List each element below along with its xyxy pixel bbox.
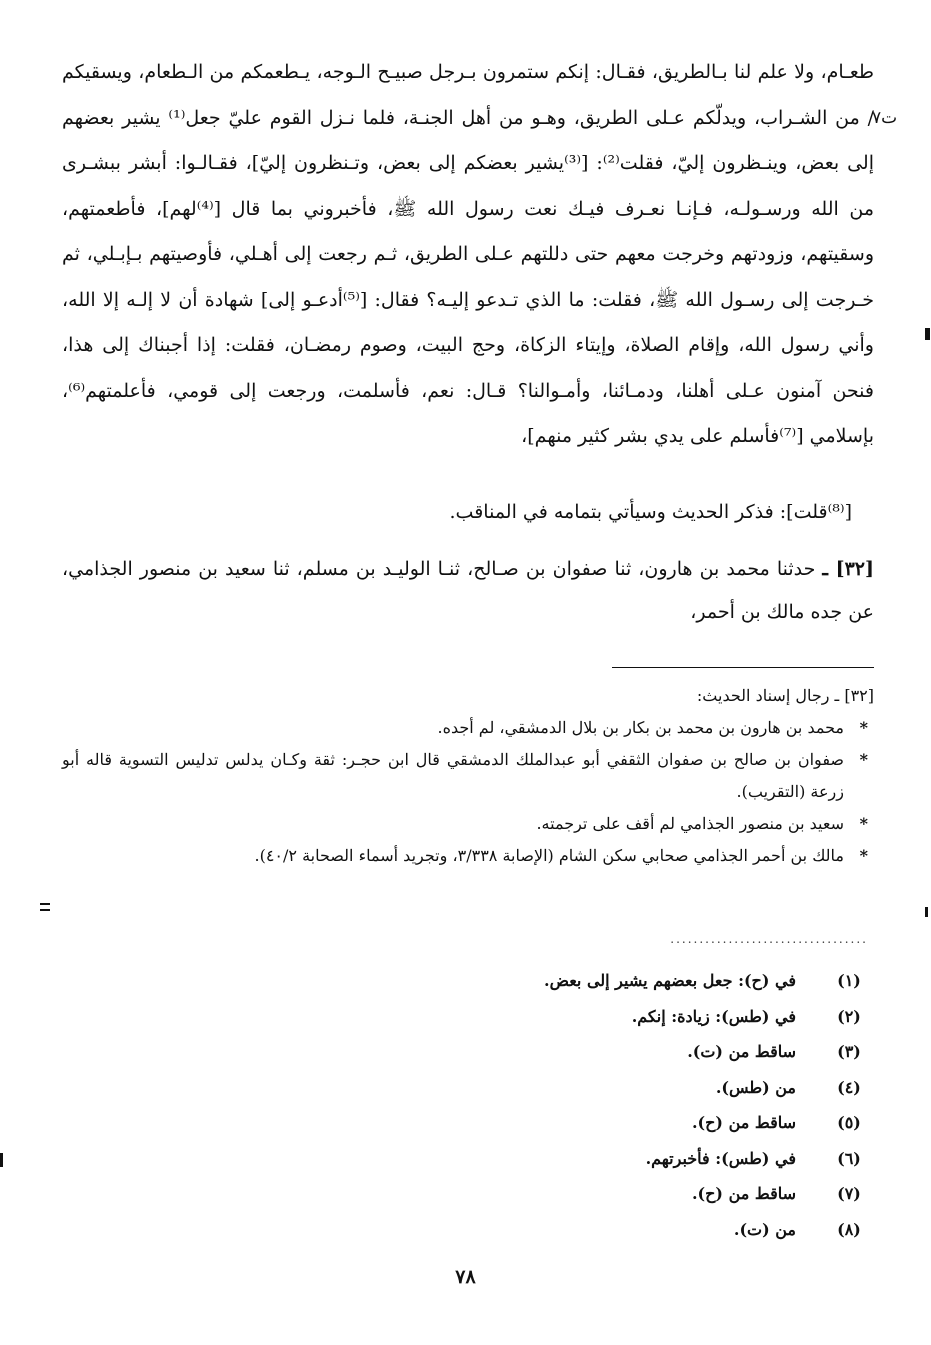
narrator-item bbox=[62, 840, 874, 872]
footnote-number: (٤) bbox=[837, 1077, 861, 1097]
footnotes bbox=[300, 966, 874, 1250]
main-text bbox=[62, 50, 874, 460]
footnote bbox=[300, 1108, 874, 1144]
footnote-text: ساقط من (ت). bbox=[687, 1042, 796, 1061]
narrator-item bbox=[62, 712, 874, 744]
footnote bbox=[300, 966, 874, 1002]
hadith-text: حدثنا محمد بن هارون، ثنا صفوان بن صـالح، ثنـا الوليـد بن مسلم، ثنا سعيد بن منصور الجذامي، عن جده مالك بن أحمر، bbox=[62, 558, 874, 623]
scan-mark bbox=[40, 903, 50, 905]
footnote-separator bbox=[612, 667, 874, 668]
footnote bbox=[300, 1073, 874, 1109]
footnote bbox=[300, 1002, 874, 1038]
narrator-text: مالك بن أحمر الجذامي صحابي سكن الشام (الإصابة ٣/٣٣٨، وتجريد أسماء الصحابة ٤٠/٢). bbox=[254, 846, 844, 865]
narrator-text: سعيد بن منصور الجذامي لم أقف على ترجمته. bbox=[536, 814, 844, 833]
quote-line: [⁽⁸⁾قلت]: فذكر الحديث وسيأتي بتمامه في المناقب. bbox=[449, 501, 852, 523]
scan-mark bbox=[925, 328, 930, 340]
narrators-section bbox=[62, 680, 874, 872]
footnote-text: من (طس). bbox=[715, 1077, 796, 1097]
narrators-list bbox=[62, 712, 874, 872]
narrator-item bbox=[62, 808, 874, 840]
footnote bbox=[300, 1144, 874, 1180]
footnote-text: في (طس): فأخبرتهم. bbox=[645, 1148, 796, 1168]
footnote-text: في (طس): زيادة: إنكم. bbox=[631, 1006, 796, 1026]
footnote bbox=[300, 1179, 874, 1215]
bullet-star-icon: * bbox=[859, 846, 868, 865]
dotted-separator: .................................. bbox=[670, 932, 868, 946]
narrators-heading: [٣٢] ـ رجال إسناد الحديث: bbox=[696, 686, 874, 705]
footnote-number: (٦) bbox=[837, 1148, 861, 1168]
page-number: ٧٨ bbox=[455, 1266, 476, 1288]
footnote-text: ساقط من (ح). bbox=[691, 1113, 796, 1132]
scan-mark bbox=[40, 909, 50, 911]
footnote-text: في (ح): جعل بعضهم يشير إلى بعض. bbox=[544, 971, 796, 990]
footnote-text: ساقط من (ح). bbox=[691, 1184, 796, 1203]
footnote-number: (٣) bbox=[837, 1042, 861, 1061]
narrator-text: محمد بن هارون بن محمد بن بكار بن بلال الدمشقي، لم أجده. bbox=[437, 718, 844, 737]
footnote-text: من (ت). bbox=[733, 1219, 796, 1239]
footnote-number: (٢) bbox=[837, 1006, 861, 1026]
footnote-number: (٥) bbox=[837, 1113, 861, 1132]
hadith-paragraph bbox=[62, 548, 874, 634]
scan-mark bbox=[0, 1153, 3, 1167]
footnote bbox=[300, 1037, 874, 1073]
bullet-star-icon: * bbox=[859, 814, 868, 833]
manuscript-folio-marker: ت٧ bbox=[872, 108, 898, 128]
footnote-number: (١) bbox=[837, 971, 861, 990]
narrator-item bbox=[62, 744, 874, 808]
narrator-text: صفوان بن صالح بن صفوان الثقفي أبو عبدالملك الدمشقي قال ابن حجـر: ثقة وكـان يدلس تدليس التسوية قاله أبو زرعة (التقريب). bbox=[62, 750, 844, 801]
hadith-number: [٣٢] ـ bbox=[822, 558, 875, 580]
scan-mark bbox=[925, 907, 928, 917]
footnote-number: (٨) bbox=[837, 1219, 861, 1239]
footnote bbox=[300, 1215, 874, 1251]
bullet-star-icon: * bbox=[859, 718, 868, 737]
footnote-number: (٧) bbox=[837, 1184, 861, 1203]
main-paragraph: طعـام، ولا علم لنا بـالطريق، فقـال: إنكم ستمرون بـرجل صبيـح الـوجه، يـطعمكم من الـطعام، ويسقيكم / من الشـراب، ويدلّكم عـلى الطريق، وهـو من أهل الجنـة، فلما نـزل القوم عليّ جعل⁽¹⁾ يشير بعضهم إلى بعض، وينـظرون إليّ، فقلت⁽²⁾: [⁽³⁾يشير بعضكم إلى بعض، وتـنظرون إليّ]، فقـالـوا: أبشر ببشـرى من الله ورسـولـه، فـإنـا نعـرف فيـك نعت رسول الله ﷺ، فأخبروني بما قال [⁽⁴⁾لهم]، فأطعمتهم، وسقيتهم، وزودتهم وخرجت معهم حتى دللتهم عـلى الطريق، ثـم رجعت إلى أهـلي، فأوصيتهم بـإبـلي، ثم خـرجت إلى رسـول الله ﷺ، فقلت: ما الذي تـدعو إليـه؟ فقال: [⁽⁵⁾أدعـو إلى] شهادة أن لا إلـه إلا الله، وأني رسول الله، وإقام الصلاة، وإيتاء الزكاة، وحج البيت، وصوم رمضـان، فقلت: إذا أجبناك إلى هذا، فنحن آمنون عـلى أهلنا، ودمـائنا، وأمـوالنا؟ قـال: نعم، فأسلمت، ورجعت إلى قومي، فأعلمتهم⁽⁶⁾، بإسلامي [⁽⁷⁾فأسلم على يدي بشر كثير منهم]، bbox=[62, 61, 875, 447]
bullet-star-icon: * bbox=[859, 750, 868, 769]
